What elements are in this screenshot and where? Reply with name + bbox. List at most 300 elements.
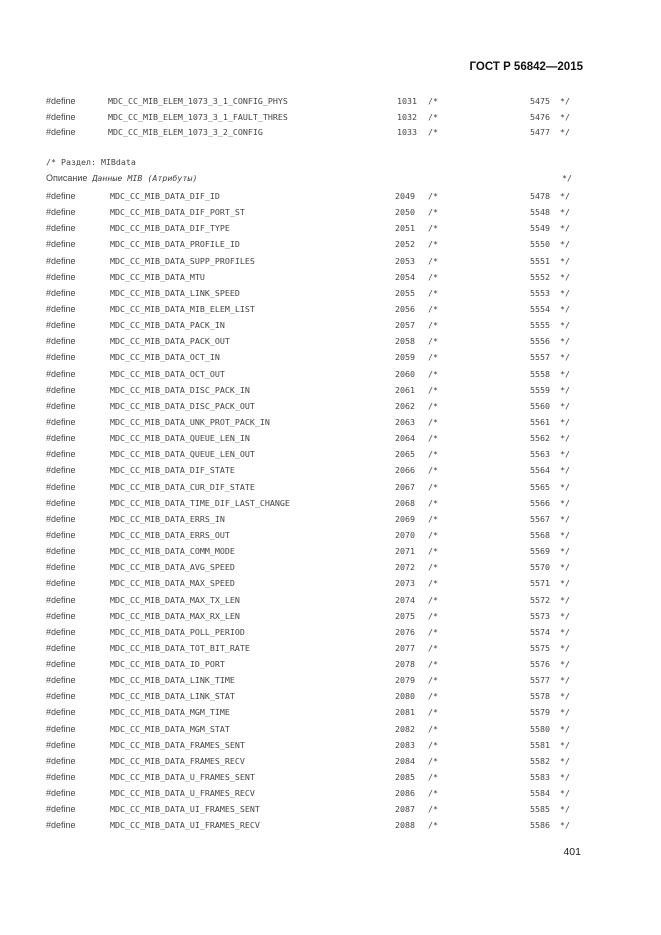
comment-start: /*	[428, 336, 438, 347]
comment-start: /*	[428, 804, 438, 815]
define-value: 5476	[530, 111, 550, 122]
define-row	[0, 449, 661, 463]
define-keyword: #define	[46, 659, 76, 670]
define-code: 2076	[395, 626, 415, 637]
define-value: 5572	[530, 594, 550, 605]
define-row	[0, 304, 661, 318]
define-keyword: #define	[46, 207, 76, 218]
define-row	[0, 385, 661, 399]
define-code: 2077	[395, 642, 415, 653]
comment-end: */	[560, 127, 570, 137]
section-description-end: */	[562, 173, 572, 183]
comment-end: */	[560, 352, 570, 363]
comment-end: */	[560, 626, 570, 637]
define-keyword: #define	[46, 788, 76, 799]
define-keyword: #define	[46, 239, 76, 250]
define-value: 5560	[530, 400, 550, 411]
section-title: /* Раздел: MIBdata	[46, 157, 136, 167]
define-name: MDC_CC_MIB_DATA_MAX_SPEED	[110, 578, 235, 589]
define-value: 5555	[530, 320, 550, 331]
define-name: MDC_CC_MIB_DATA_DIF_PORT_ST	[110, 207, 245, 218]
comment-end: */	[560, 788, 570, 799]
define-row	[0, 401, 661, 415]
define-row	[0, 336, 661, 350]
define-keyword: #define	[46, 96, 76, 106]
define-row	[0, 611, 661, 625]
define-keyword: #define	[46, 562, 76, 573]
comment-start: /*	[428, 691, 438, 702]
define-name: MDC_CC_MIB_DATA_ERRS_OUT	[110, 529, 230, 540]
define-name: MDC_CC_MIB_DATA_POLL_PERIOD	[110, 626, 245, 637]
define-value: 5550	[530, 239, 550, 250]
define-keyword: #define	[46, 546, 76, 557]
define-code: 2085	[395, 772, 415, 783]
comment-end: */	[560, 481, 570, 492]
define-name: MDC_CC_MIB_DATA_LINK_SPEED	[110, 287, 240, 298]
define-name: MDC_CC_MIB_DATA_AVG_SPEED	[110, 562, 235, 573]
define-row	[0, 788, 661, 802]
define-code: 2061	[395, 384, 415, 395]
define-value: 5570	[530, 562, 550, 573]
define-keyword: #define	[46, 691, 76, 702]
define-name: MDC_CC_MIB_DATA_QUEUE_LEN_OUT	[110, 449, 255, 460]
define-value: 5556	[530, 336, 550, 347]
define-value: 5580	[530, 723, 550, 734]
define-name: MDC_CC_MIB_DATA_UI_FRAMES_RECV	[110, 820, 260, 831]
comment-end: */	[560, 594, 570, 605]
comment-end: */	[560, 303, 570, 314]
define-keyword: #define	[46, 271, 76, 282]
define-code: 2054	[395, 271, 415, 282]
define-code: 2059	[395, 352, 415, 363]
define-name: MDC_CC_MIB_DATA_PROFILE_ID	[110, 239, 240, 250]
define-value: 5569	[530, 546, 550, 557]
define-row	[0, 659, 661, 673]
comment-start: /*	[428, 449, 438, 460]
define-row	[0, 369, 661, 383]
define-value: 5578	[530, 691, 550, 702]
comment-end: */	[560, 739, 570, 750]
define-code: 2069	[395, 513, 415, 524]
comment-start: /*	[428, 497, 438, 508]
define-keyword: #define	[46, 529, 76, 540]
define-keyword: #define	[46, 320, 76, 331]
define-name: MDC_CC_MIB_DATA_U_FRAMES_SENT	[110, 772, 255, 783]
define-value: 5583	[530, 772, 550, 783]
comment-end: */	[560, 610, 570, 621]
comment-start: /*	[428, 384, 438, 395]
define-value: 5579	[530, 707, 550, 718]
define-code: 1032	[397, 111, 417, 122]
define-row	[0, 352, 661, 366]
comment-start: /*	[428, 562, 438, 573]
comment-end: */	[560, 755, 570, 766]
define-row	[0, 756, 661, 770]
define-value: 5553	[530, 287, 550, 298]
define-value: 5568	[530, 529, 550, 540]
define-keyword: #define	[46, 497, 76, 508]
comment-end: */	[560, 723, 570, 734]
define-code: 2066	[395, 465, 415, 476]
comment-start: /*	[428, 626, 438, 637]
define-value: 5561	[530, 416, 550, 427]
define-value: 5576	[530, 659, 550, 670]
define-name: MDC_CC_MIB_DATA_UI_FRAMES_SENT	[110, 804, 260, 815]
define-keyword: #define	[46, 400, 76, 411]
define-name: MDC_CC_MIB_DATA_DIF_ID	[110, 191, 220, 201]
define-value: 5581	[530, 739, 550, 750]
define-keyword: #define	[46, 368, 76, 379]
define-keyword: #define	[46, 594, 76, 605]
define-code: 2067	[395, 481, 415, 492]
comment-end: */	[560, 207, 570, 218]
define-code: 2063	[395, 416, 415, 427]
define-code: 1031	[397, 96, 417, 106]
comment-end: */	[560, 562, 570, 573]
comment-end: */	[560, 384, 570, 395]
define-value: 5575	[530, 642, 550, 653]
comment-start: /*	[428, 578, 438, 589]
define-code: 2057	[395, 320, 415, 331]
comment-start: /*	[428, 723, 438, 734]
define-row	[0, 675, 661, 689]
comment-start: /*	[428, 368, 438, 379]
comment-end: */	[560, 675, 570, 686]
define-name: MDC_CC_MIB_DATA_ERRS_IN	[110, 513, 225, 524]
define-value: 5475	[530, 96, 550, 106]
define-value: 5573	[530, 610, 550, 621]
define-name: MDC_CC_MIB_ELEM_1073_3_2_CONFIG	[108, 127, 263, 137]
define-keyword: #define	[46, 578, 76, 589]
comment-end: */	[560, 111, 570, 122]
define-row	[0, 239, 661, 253]
define-value: 5549	[530, 223, 550, 234]
define-value: 5567	[530, 513, 550, 524]
comment-end: */	[560, 707, 570, 718]
define-name: MDC_CC_MIB_DATA_CUR_DIF_STATE	[110, 481, 255, 492]
comment-start: /*	[428, 755, 438, 766]
define-code: 2083	[395, 739, 415, 750]
define-value: 5574	[530, 626, 550, 637]
comment-end: */	[560, 271, 570, 282]
define-code: 2068	[395, 497, 415, 508]
comment-start: /*	[428, 513, 438, 524]
define-keyword: #define	[46, 191, 76, 201]
define-name: MDC_CC_MIB_DATA_OCT_OUT	[110, 368, 225, 379]
comment-end: */	[560, 642, 570, 653]
define-code: 2072	[395, 562, 415, 573]
define-keyword: #define	[46, 465, 76, 476]
define-name: MDC_CC_MIB_DATA_MGM_STAT	[110, 723, 230, 734]
define-code: 2056	[395, 303, 415, 314]
define-row	[0, 96, 661, 110]
define-value: 5586	[530, 820, 550, 831]
define-code: 2053	[395, 255, 415, 266]
comment-end: */	[560, 368, 570, 379]
define-code: 2065	[395, 449, 415, 460]
define-row	[0, 223, 661, 237]
define-row	[0, 256, 661, 270]
define-name: MDC_CC_MIB_DATA_MAX_RX_LEN	[110, 610, 240, 621]
comment-end: */	[560, 465, 570, 476]
comment-end: */	[560, 336, 570, 347]
define-code: 2073	[395, 578, 415, 589]
define-keyword: #define	[46, 111, 76, 122]
define-row	[0, 433, 661, 447]
comment-end: */	[560, 820, 570, 831]
define-name: MDC_CC_MIB_DATA_MGM_TIME	[110, 707, 230, 718]
define-row	[0, 546, 661, 560]
define-code: 2078	[395, 659, 415, 670]
comment-start: /*	[428, 594, 438, 605]
comment-end: */	[560, 191, 570, 201]
define-name: MDC_CC_MIB_DATA_PACK_OUT	[110, 336, 230, 347]
define-code: 2087	[395, 804, 415, 815]
comment-start: /*	[428, 352, 438, 363]
define-name: MDC_CC_MIB_DATA_UNK_PROT_PACK_IN	[110, 416, 270, 427]
comment-start: /*	[428, 239, 438, 250]
define-name: MDC_CC_MIB_DATA_FRAMES_RECV	[110, 755, 245, 766]
comment-start: /*	[428, 529, 438, 540]
define-row	[0, 627, 661, 641]
comment-start: /*	[428, 320, 438, 331]
define-row	[0, 482, 661, 496]
section-description-text: Данные MIB (Атрибуты)	[92, 173, 198, 183]
define-code: 2055	[395, 287, 415, 298]
define-keyword: #define	[46, 303, 76, 314]
define-value: 5577	[530, 675, 550, 686]
define-name: MDC_CC_MIB_DATA_DIF_TYPE	[110, 223, 230, 234]
comment-start: /*	[428, 287, 438, 298]
comment-start: /*	[428, 111, 438, 122]
define-value: 5554	[530, 303, 550, 314]
define-keyword: #define	[46, 481, 76, 492]
comment-start: /*	[428, 400, 438, 411]
define-keyword: #define	[46, 287, 76, 298]
define-keyword: #define	[46, 675, 76, 686]
comment-start: /*	[428, 191, 438, 201]
define-value: 5582	[530, 755, 550, 766]
comment-start: /*	[428, 481, 438, 492]
define-name: MDC_CC_MIB_DATA_TIME_DIF_LAST_CHANGE	[110, 497, 290, 508]
define-keyword: #define	[46, 223, 76, 234]
comment-end: */	[560, 287, 570, 298]
define-keyword: #define	[46, 384, 76, 395]
define-name: MDC_CC_MIB_DATA_DISC_PACK_IN	[110, 384, 250, 395]
define-code: 1033	[397, 127, 417, 137]
comment-end: */	[560, 239, 570, 250]
define-row	[0, 272, 661, 286]
comment-start: /*	[428, 707, 438, 718]
define-code: 2064	[395, 433, 415, 444]
comment-end: */	[560, 546, 570, 557]
define-code: 2051	[395, 223, 415, 234]
section-description	[0, 173, 661, 187]
define-code: 2071	[395, 546, 415, 557]
comment-end: */	[560, 433, 570, 444]
define-keyword: #define	[46, 642, 76, 653]
define-name: MDC_CC_MIB_DATA_PACK_IN	[110, 320, 225, 331]
define-value: 5562	[530, 433, 550, 444]
define-row	[0, 498, 661, 512]
define-code: 2074	[395, 594, 415, 605]
define-row	[0, 417, 661, 431]
define-row	[0, 740, 661, 754]
define-value: 5584	[530, 788, 550, 799]
section-description-prefix: Описание	[46, 173, 88, 183]
define-row	[0, 112, 661, 126]
define-keyword: #define	[46, 127, 76, 137]
define-name: MDC_CC_MIB_DATA_TOT_BIT_RATE	[110, 642, 250, 653]
define-code: 2052	[395, 239, 415, 250]
comment-start: /*	[428, 271, 438, 282]
comment-end: */	[560, 529, 570, 540]
define-code: 2049	[395, 191, 415, 201]
comment-start: /*	[428, 465, 438, 476]
comment-end: */	[560, 578, 570, 589]
comment-start: /*	[428, 416, 438, 427]
define-name: MDC_CC_MIB_DATA_FRAMES_SENT	[110, 739, 245, 750]
define-keyword: #define	[46, 739, 76, 750]
page-number: 401	[563, 846, 581, 858]
define-name: MDC_CC_MIB_ELEM_1073_3_1_FAULT_THRES	[108, 111, 288, 122]
define-name: MDC_CC_MIB_DATA_DIF_STATE	[110, 465, 235, 476]
define-name: MDC_CC_MIB_DATA_MAX_TX_LEN	[110, 594, 240, 605]
comment-end: */	[560, 691, 570, 702]
define-keyword: #define	[46, 610, 76, 621]
define-keyword: #define	[46, 707, 76, 718]
define-keyword: #define	[46, 449, 76, 460]
define-name: MDC_CC_MIB_DATA_COMM_MODE	[110, 546, 235, 557]
define-row	[0, 191, 661, 205]
define-keyword: #define	[46, 336, 76, 347]
comment-end: */	[560, 400, 570, 411]
comment-start: /*	[428, 223, 438, 234]
define-value: 5566	[530, 497, 550, 508]
define-keyword: #define	[46, 626, 76, 637]
define-row	[0, 643, 661, 657]
define-keyword: #define	[46, 723, 76, 734]
define-row	[0, 207, 661, 221]
comment-end: */	[560, 659, 570, 670]
comment-end: */	[560, 223, 570, 234]
define-row	[0, 288, 661, 302]
comment-end: */	[560, 96, 570, 106]
comment-start: /*	[428, 96, 438, 106]
define-keyword: #define	[46, 352, 76, 363]
standard-header: ГОСТ Р 56842—2015	[469, 61, 583, 73]
comment-start: /*	[428, 739, 438, 750]
define-value: 5558	[530, 368, 550, 379]
define-code: 2058	[395, 336, 415, 347]
comment-end: */	[560, 513, 570, 524]
define-value: 5548	[530, 207, 550, 218]
define-row	[0, 820, 661, 834]
define-value: 5478	[530, 191, 550, 201]
define-code: 2050	[395, 207, 415, 218]
comment-start: /*	[428, 546, 438, 557]
define-keyword: #define	[46, 513, 76, 524]
define-name: MDC_CC_MIB_DATA_LINK_TIME	[110, 675, 235, 686]
define-row	[0, 724, 661, 738]
define-value: 5585	[530, 804, 550, 815]
define-code: 2075	[395, 610, 415, 621]
define-row	[0, 465, 661, 479]
define-name: MDC_CC_MIB_ELEM_1073_3_1_CONFIG_PHYS	[108, 96, 288, 106]
define-keyword: #define	[46, 804, 76, 815]
define-row	[0, 804, 661, 818]
define-row	[0, 595, 661, 609]
define-name: MDC_CC_MIB_DATA_QUEUE_LEN_IN	[110, 433, 250, 444]
define-row	[0, 562, 661, 576]
comment-end: */	[560, 320, 570, 331]
comment-start: /*	[428, 303, 438, 314]
define-name: MDC_CC_MIB_DATA_OCT_IN	[110, 352, 220, 363]
define-name: MDC_CC_MIB_DATA_SUPP_PROFILES	[110, 255, 255, 266]
define-code: 2086	[395, 788, 415, 799]
define-code: 2082	[395, 723, 415, 734]
define-row	[0, 772, 661, 786]
define-value: 5552	[530, 271, 550, 282]
define-value: 5565	[530, 481, 550, 492]
define-row	[0, 320, 661, 334]
comment-end: */	[560, 255, 570, 266]
define-row	[0, 530, 661, 544]
comment-start: /*	[428, 788, 438, 799]
define-keyword: #define	[46, 820, 76, 831]
comment-start: /*	[428, 820, 438, 831]
define-code: 2088	[395, 820, 415, 831]
define-name: MDC_CC_MIB_DATA_ID_PORT	[110, 659, 225, 670]
define-name: MDC_CC_MIB_DATA_LINK_STAT	[110, 691, 235, 702]
comment-start: /*	[428, 772, 438, 783]
define-value: 5477	[530, 127, 550, 137]
comment-start: /*	[428, 255, 438, 266]
define-value: 5559	[530, 384, 550, 395]
comment-start: /*	[428, 659, 438, 670]
define-row	[0, 127, 661, 141]
define-keyword: #define	[46, 755, 76, 766]
define-keyword: #define	[46, 433, 76, 444]
define-keyword: #define	[46, 416, 76, 427]
comment-start: /*	[428, 642, 438, 653]
comment-start: /*	[428, 610, 438, 621]
comment-start: /*	[428, 127, 438, 137]
define-name: MDC_CC_MIB_DATA_U_FRAMES_RECV	[110, 788, 255, 799]
define-name: MDC_CC_MIB_DATA_DISC_PACK_OUT	[110, 400, 255, 411]
define-code: 2070	[395, 529, 415, 540]
define-value: 5563	[530, 449, 550, 460]
comment-end: */	[560, 449, 570, 460]
define-name: MDC_CC_MIB_DATA_MIB_ELEM_LIST	[110, 303, 255, 314]
define-value: 5564	[530, 465, 550, 476]
comment-end: */	[560, 804, 570, 815]
comment-start: /*	[428, 207, 438, 218]
define-code: 2079	[395, 675, 415, 686]
define-row	[0, 578, 661, 592]
define-code: 2062	[395, 400, 415, 411]
comment-start: /*	[428, 675, 438, 686]
define-keyword: #define	[46, 255, 76, 266]
define-value: 5557	[530, 352, 550, 363]
define-code: 2060	[395, 368, 415, 379]
define-row	[0, 691, 661, 705]
define-code: 2080	[395, 691, 415, 702]
define-code: 2081	[395, 707, 415, 718]
define-value: 5571	[530, 578, 550, 589]
define-row	[0, 707, 661, 721]
comment-start: /*	[428, 433, 438, 444]
